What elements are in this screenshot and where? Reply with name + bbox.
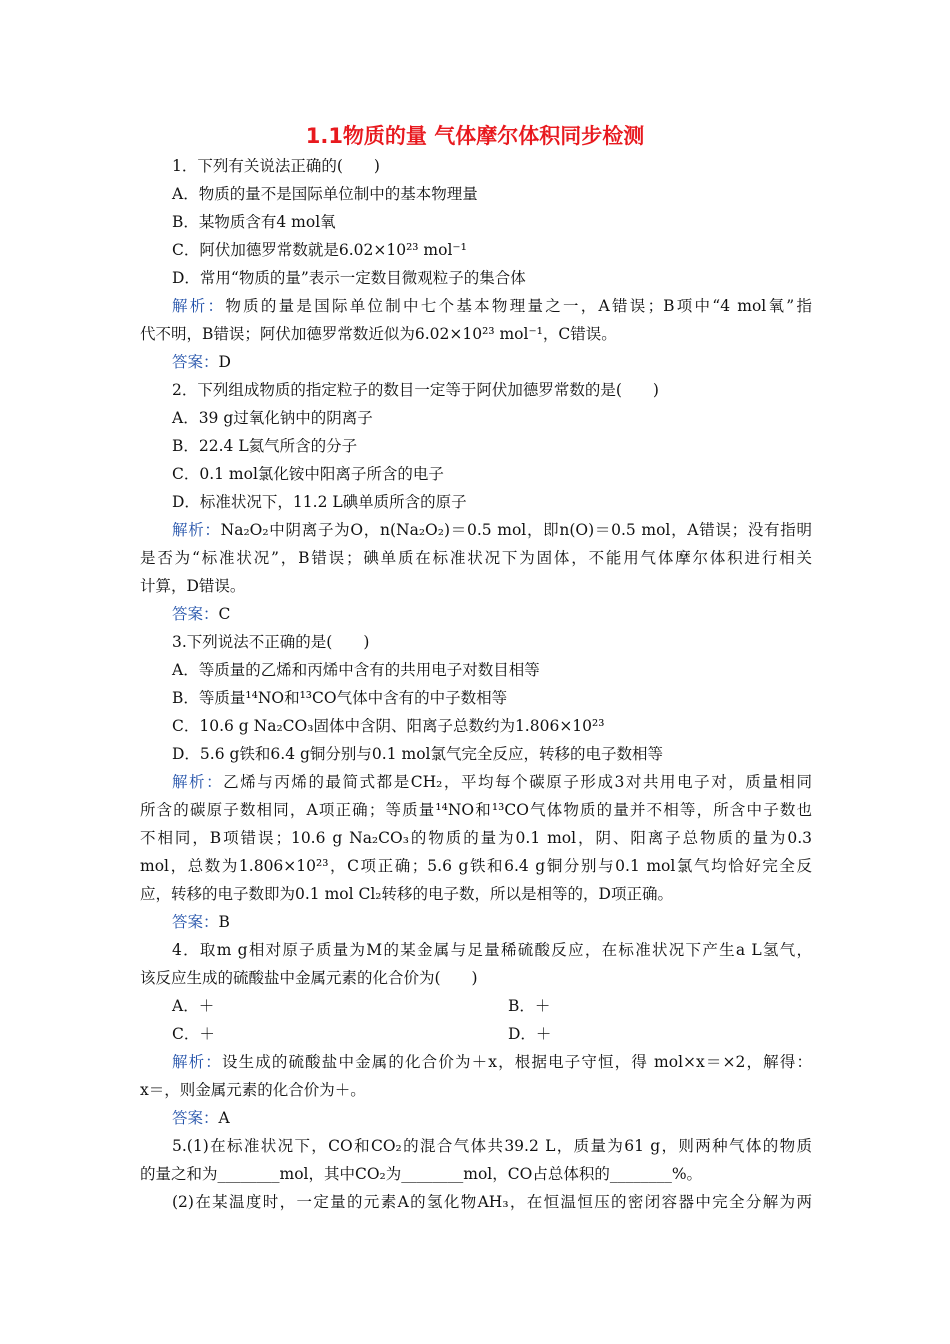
question-4-analysis — [140, 1048, 812, 1076]
question-4-option-d: D．＋ — [508, 1025, 552, 1043]
question-4-answer — [140, 1104, 812, 1132]
question-2-stem: 2．下列组成物质的指定粒子的数目一定等于阿伏加德罗常数的是( ) — [172, 381, 659, 399]
question-2-analysis-cont: 计算，D错误。 — [140, 577, 246, 595]
answer-label: 答案： — [172, 353, 219, 371]
question-4-option-b: B．＋ — [508, 997, 551, 1015]
question-5-stem: 5.(1)在标准状况下，CO和CO₂的混合气体共39.2 L，质量为61 g，则两种气体的物质 — [172, 1137, 812, 1155]
question-2-option-d: D．标准状况下，11.2 L碘单质所含的原子 — [172, 493, 467, 511]
analysis-label: 解析： — [172, 773, 224, 791]
page-title: 1.1物质的量 气体摩尔体积同步检测 — [305, 124, 645, 148]
analysis-text: 设生成的硫酸盐中金属的化合价为＋x，根据电子守恒，得 mol×x＝×2，解得： — [221, 1053, 812, 1071]
question-1-option-c: C．阿伏加德罗常数就是6.02×10²³ mol⁻¹ — [172, 241, 467, 259]
question-1-option-a: A．物质的量不是国际单位制中的基本物理量 — [172, 185, 478, 203]
question-4-analysis-cont: x＝，则金属元素的化合价为＋。 — [140, 1081, 366, 1099]
question-5-part-2: (2)在某温度时，一定量的元素A的氢化物AH₃，在恒温恒压的密闭容器中完全分解为两 — [172, 1193, 812, 1211]
question-2-answer — [140, 600, 812, 628]
question-4-stem-cont: 该反应生成的硫酸盐中金属元素的化合价为( ) — [140, 969, 478, 987]
document-body — [140, 152, 812, 1216]
question-3-answer — [140, 908, 812, 936]
question-2-analysis-cont: 是否为“标准状况”，B错误；碘单质在标准状况下为固体，不能用气体摩尔体积进行相关 — [140, 549, 812, 567]
answer-label: 答案： — [172, 913, 219, 931]
question-1-option-d: D．常用“物质的量”表示一定数目微观粒子的集合体 — [172, 269, 526, 287]
analysis-text: Na₂O₂中阴离子为O，n(Na₂O₂)＝0.5 mol，即n(O)＝0.5 mol，A错误；没有指明 — [220, 521, 812, 539]
question-3-stem: 3.下列说法不正确的是( ) — [172, 633, 370, 651]
question-3-option-c: C．10.6 g Na₂CO₃固体中含阴、阳离子总数约为1.806×10²³ — [172, 717, 605, 735]
question-3-analysis-cont: 所含的碳原子数相同，A项正确；等质量¹⁴NO和¹³CO气体物质的量并不相等，所含中子数也 — [140, 801, 812, 819]
answer-label: 答案： — [172, 605, 219, 623]
question-2-analysis — [140, 516, 812, 544]
question-3-analysis-cont: mol，总数为1.806×10²³，C项正确；5.6 g铁和6.4 g铜分别与0.1 mol氯气均恰好完全反 — [140, 857, 812, 875]
question-4-option-c: C．＋ — [172, 1025, 215, 1043]
question-4-options-row-2 — [140, 1020, 812, 1048]
question-3-option-a: A．等质量的乙烯和丙烯中含有的共用电子对数目相等 — [172, 661, 540, 679]
analysis-label: 解析： — [172, 521, 221, 539]
answer-value: A — [218, 1109, 230, 1127]
question-2-option-c: C．0.1 mol氯化铵中阳离子所含的电子 — [172, 465, 444, 483]
question-1-answer — [140, 348, 812, 376]
analysis-text: 乙烯与丙烯的最简式都是CH₂，平均每个碳原子形成3对共用电子对，质量相同 — [223, 773, 812, 791]
answer-value: D — [218, 353, 231, 371]
question-3-analysis — [140, 768, 812, 796]
question-4-options-row-1 — [140, 992, 812, 1020]
question-1-option-b: B．某物质含有4 mol氧 — [172, 213, 336, 231]
question-2-option-a: A．39 g过氧化钠中的阴离子 — [172, 409, 373, 427]
analysis-label: 解析： — [172, 297, 226, 315]
question-4-stem: 4．取m g相对原子质量为M的某金属与足量稀硫酸反应，在标准状况下产生a L氢气， — [172, 941, 812, 959]
answer-value: B — [218, 913, 230, 931]
answer-value: C — [218, 605, 231, 623]
question-3-analysis-cont: 应，转移的电子数即为0.1 mol Cl₂转移的电子数，所以是相等的，D项正确。 — [140, 885, 673, 903]
question-3-analysis-cont: 不相同，B项错误；10.6 g Na₂CO₃的物质的量为0.1 mol，阴、阳离子总物质的量为0.3 — [140, 829, 812, 847]
question-4-option-a: A．＋ — [172, 997, 215, 1015]
question-3-option-b: B．等质量¹⁴NO和¹³CO气体中含有的中子数相等 — [172, 689, 508, 707]
answer-label: 答案： — [172, 1109, 219, 1127]
question-1-analysis — [140, 292, 812, 320]
question-3-option-d: D．5.6 g铁和6.4 g铜分别与0.1 mol氯气完全反应，转移的电子数相等 — [172, 745, 663, 763]
question-1-stem: 1．下列有关说法正确的( ) — [172, 157, 380, 175]
question-5-stem-cont: 的量之和为________mol，其中CO₂为________mol，CO占总体积的________%。 — [140, 1165, 703, 1183]
question-1-analysis-cont: 代不明，B错误；阿伏加德罗常数近似为6.02×10²³ mol⁻¹，C错误。 — [140, 325, 617, 343]
question-2-option-b: B．22.4 L氦气所含的分子 — [172, 437, 358, 455]
analysis-text: 物质的量是国际单位制中七个基本物理量之一，A错误；B项中“4 mol氧”指 — [225, 297, 812, 315]
analysis-label: 解析： — [172, 1053, 222, 1071]
